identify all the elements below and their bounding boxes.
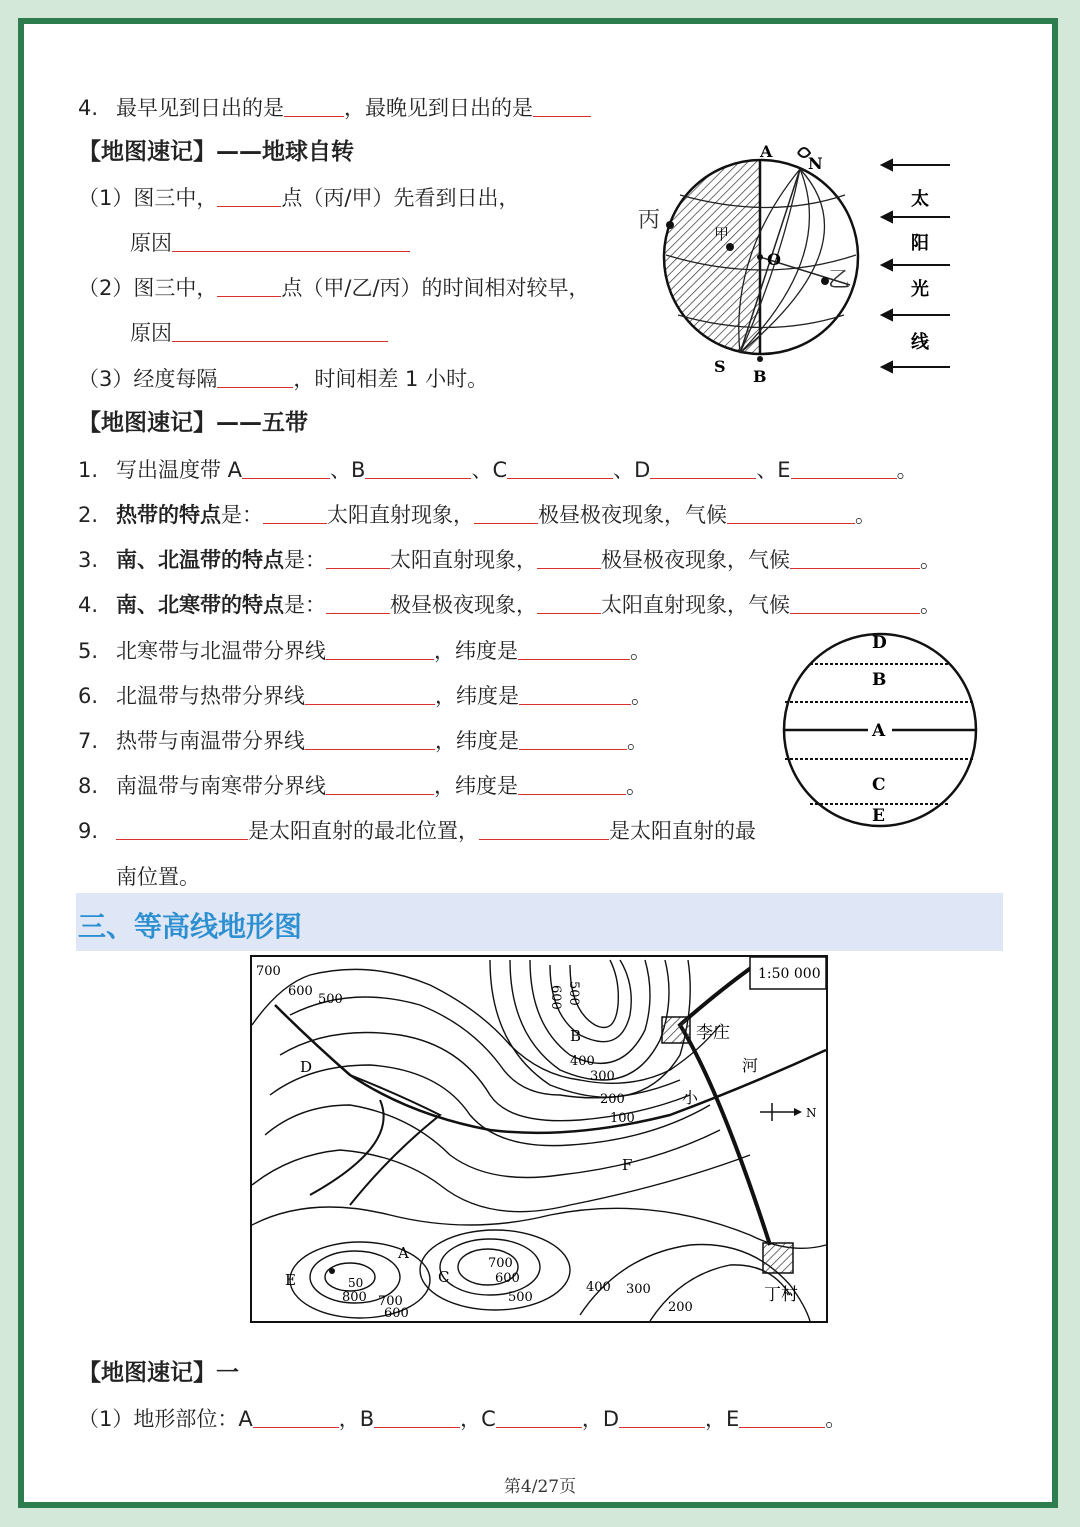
boundary-q7: 7. 热带与南温带分界线 ，纬度是 。 [78, 729, 648, 753]
answer-blank[interactable] [507, 456, 613, 479]
contour-value: 600 [495, 1271, 520, 1286]
village-lizhuang [662, 1017, 690, 1043]
answer-blank[interactable] [326, 546, 390, 569]
boundary-q8: 8. 南温带与南寒带分界线 ，纬度是 。 [78, 774, 647, 798]
zone-label-A: A [872, 721, 886, 741]
answer-blank[interactable] [479, 817, 609, 840]
label-A: A [398, 1244, 409, 1262]
contour-q1: （1）地形部位：A ，B ，C ，D ，E 。 [78, 1407, 847, 1431]
zones-q2: 2. 热带的特点是： 太阳直射现象， 极昼极夜现象，气候 。 [78, 503, 876, 527]
zones-q9-continuation: 南位置。 [116, 865, 200, 889]
answer-blank[interactable] [242, 456, 330, 479]
answer-blank[interactable] [305, 727, 435, 750]
contour-map [250, 955, 828, 1323]
answer-blank[interactable] [537, 546, 601, 569]
answer-blank[interactable] [619, 1405, 705, 1428]
zone-label-B: B [872, 670, 887, 690]
label-jia: 甲 [714, 225, 730, 243]
answer-blank[interactable] [474, 501, 538, 524]
answer-blank[interactable] [284, 94, 344, 117]
contour-value: 300 [590, 1069, 615, 1084]
answer-blank[interactable] [791, 456, 897, 479]
contour-value: 500 [318, 992, 343, 1007]
contour-value: 700 [256, 964, 281, 979]
contour-value: 800 [342, 1290, 367, 1305]
zones-q4: 4. 南、北寒带的特点是： 极昼极夜现象， 太阳直射现象，气候 。 [78, 593, 941, 617]
answer-blank[interactable] [217, 365, 293, 388]
answer-blank[interactable] [217, 184, 281, 207]
zones-q3: 3. 南、北温带的特点是： 太阳直射现象， 极昼极夜现象，气候 。 [78, 548, 941, 572]
answer-blank[interactable] [496, 1405, 582, 1428]
label-river-he: 河 [742, 1056, 759, 1075]
label-B: B [570, 1027, 582, 1045]
rotation-q1: （1）图三中， 点（丙/甲）先看到日出， [78, 186, 520, 210]
answer-blank[interactable] [326, 772, 434, 795]
answer-blank[interactable] [518, 772, 626, 795]
label-S: S [714, 357, 726, 376]
contour-value: 600 [384, 1306, 409, 1321]
answer-blank[interactable] [172, 229, 410, 252]
label-A: A [760, 142, 773, 161]
sunlight-label-2: 阳 [911, 233, 929, 254]
answer-blank[interactable] [305, 682, 435, 705]
earth-rotation-diagram [630, 135, 970, 390]
label-E: E [285, 1271, 296, 1289]
contour-value: 700 [378, 1294, 403, 1309]
zones-section-title: 【地图速记】——五带 [78, 410, 308, 436]
zones-q1: 1. 写出温度带 A 、B 、C 、D 、E 。 [78, 458, 918, 482]
zones-q9: 9. 是太阳直射的最北位置， 是太阳直射的最 [78, 819, 756, 843]
zone-label-C: C [872, 775, 886, 795]
label-D: D [300, 1058, 313, 1076]
village-dingcun [763, 1243, 793, 1273]
answer-blank[interactable] [519, 682, 631, 705]
rotation-q2: （2）图三中， 点（甲/乙/丙）的时间相对较早， [78, 276, 590, 300]
label-B: B [753, 367, 767, 386]
zone-label-E: E [872, 806, 885, 826]
sunlight-label-3: 光 [911, 279, 929, 300]
boundary-q6: 6. 北温带与热带分界线 ，纬度是 。 [78, 684, 652, 708]
label-dingcun: 丁村 [764, 1285, 798, 1305]
sunrise-question: 4. 最早见到日出的是 ，最晚见到日出的是 [78, 93, 591, 123]
answer-blank[interactable] [650, 456, 756, 479]
answer-blank[interactable] [519, 727, 627, 750]
label-O: O [767, 250, 781, 269]
label-yi: 乙 [828, 268, 851, 293]
answer-blank[interactable] [518, 637, 630, 660]
label-bing: 丙 [638, 208, 661, 233]
contour-value: 50 [348, 1276, 364, 1290]
answer-blank[interactable] [116, 817, 248, 840]
contour-value: 300 [626, 1282, 651, 1297]
label-river-xiao: 小 [682, 1088, 699, 1107]
answer-blank[interactable] [263, 501, 327, 524]
answer-blank[interactable] [253, 1405, 339, 1428]
label-lizhuang: 李庄 [696, 1023, 730, 1043]
label-N: N [808, 154, 823, 173]
rotation-q2-reason: 原因 [130, 318, 388, 348]
answer-blank[interactable] [537, 591, 601, 614]
answer-blank[interactable] [326, 637, 434, 660]
zone-label-D: D [872, 633, 887, 653]
answer-blank[interactable] [790, 546, 920, 569]
boundary-q5: 5. 北寒带与北温带分界线 ，纬度是 。 [78, 639, 651, 663]
contour-value: 600 [288, 984, 313, 999]
answer-blank[interactable] [172, 319, 388, 342]
contour-section-title: 三、等高线地形图 [78, 910, 303, 943]
contour-value: 500 [566, 981, 581, 1006]
answer-blank[interactable] [374, 1405, 460, 1428]
contour-value: 700 [488, 1256, 513, 1271]
contour-value: 500 [508, 1290, 533, 1305]
rotation-q3: （3）经度每隔 ，时间相差 1 小时。 [78, 367, 489, 391]
answer-blank[interactable] [790, 591, 920, 614]
contour-value: 200 [600, 1092, 625, 1107]
contour-value: 400 [586, 1280, 611, 1295]
answer-blank[interactable] [727, 501, 855, 524]
contour-value: 600 [548, 985, 563, 1010]
answer-blank[interactable] [217, 274, 281, 297]
contour-memo-title: 【地图速记】一 [78, 1360, 239, 1386]
answer-blank[interactable] [533, 94, 591, 117]
rotation-section-title: 【地图速记】——地球自转 [78, 139, 354, 165]
page-number: 第4/27页 [503, 1477, 577, 1497]
label-C: C [438, 1268, 450, 1286]
contour-value: 200 [668, 1300, 693, 1315]
north-label: N [806, 1106, 817, 1120]
contour-value: 400 [570, 1054, 595, 1069]
sunlight-label-4: 线 [911, 332, 929, 353]
label-F: F [622, 1156, 633, 1174]
rotation-q1-reason: 原因 [130, 228, 410, 258]
answer-blank[interactable] [739, 1405, 825, 1428]
sunlight-label-1: 太 [911, 189, 929, 210]
answer-blank[interactable] [326, 591, 390, 614]
map-scale: 1:50 000 [758, 966, 821, 982]
contour-value: 100 [610, 1111, 635, 1126]
answer-blank[interactable] [365, 456, 471, 479]
five-zones-diagram [780, 628, 985, 828]
